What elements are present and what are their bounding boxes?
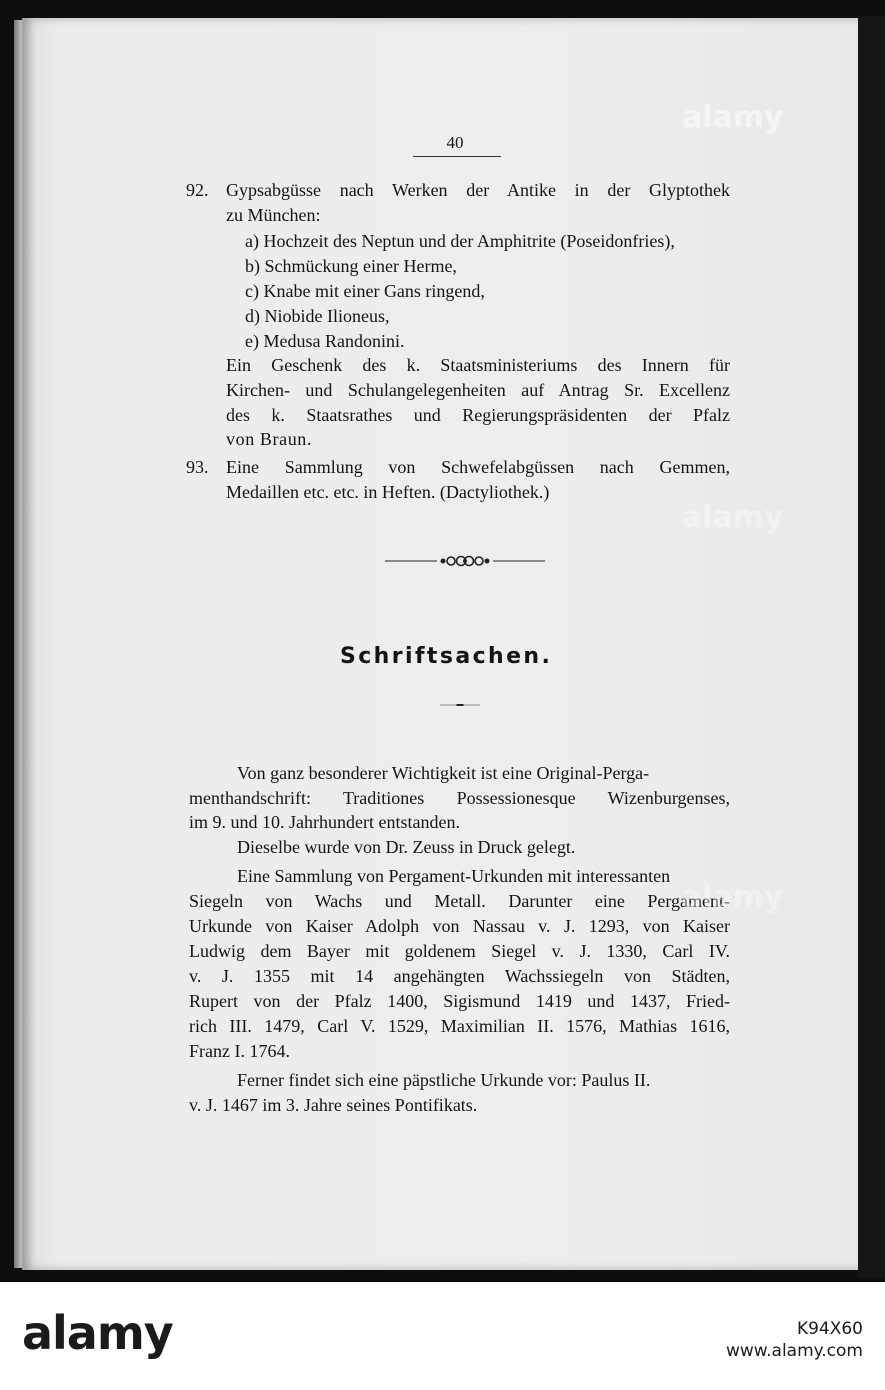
brand-logo: alamy (22, 1306, 173, 1360)
paragraph-line: Rupert von der Pfalz 1400, Sigismund 1419 und 1437, Fried- (189, 991, 730, 1011)
page-number-underline (413, 156, 501, 157)
item-line: Medaillen etc. etc. in Heften. (Dactyliothek.) (226, 482, 550, 502)
paragraph-line: Siegeln von Wachs und Metall. Darunter eine Pergament- (189, 891, 730, 911)
page-number: 40 (446, 133, 464, 152)
paragraph-line: Von ganz besonderer Wichtigkeit ist eine Original-Perga- (237, 763, 650, 783)
watermark-logo: alamy (682, 880, 784, 915)
site-url: www.alamy.com (725, 1341, 863, 1361)
stock-footer (0, 1282, 885, 1390)
background-edge (858, 16, 885, 1278)
watermark-logo: alamy (682, 100, 784, 135)
paragraph-line: Franz I. 1764. (189, 1041, 290, 1061)
image-id: K94X60 (796, 1319, 863, 1339)
sub-item: a) Hochzeit des Neptun und der Amphitrite (Poseidonfries), (245, 231, 675, 251)
note-line: Ein Geschenk des k. Staatsministeriums des Innern für (226, 355, 730, 375)
sub-item: d) Niobide Ilioneus, (245, 306, 390, 326)
paragraph-line: Dieselbe wurde von Dr. Zeuss in Druck gelegt. (237, 837, 576, 857)
note-line: von Braun. (226, 429, 312, 449)
item-line: Gypsabgüsse nach Werken der Antike in der Glyptothek (226, 180, 730, 200)
note-line: Kirchen- und Schulangelegenheiten auf Antrag Sr. Excellenz (226, 380, 730, 400)
paragraph-line: Urkunde von Kaiser Adolph von Nassau v. J. 1293, von Kaiser (189, 916, 730, 936)
ornament-divider-icon (385, 551, 545, 571)
paragraph-line: menthandschrift: Traditiones Possessionesque Wizenburgenses, (189, 788, 730, 808)
section-heading: Schriftsachen. (340, 644, 553, 669)
sub-item: c) Knabe mit einer Gans ringend, (245, 281, 485, 301)
sub-item: b) Schmückung einer Herme, (245, 256, 457, 276)
item-line: Eine Sammlung von Schwefelabgüssen nach Gemmen, (226, 457, 730, 477)
watermark-logo: alamy (682, 500, 784, 535)
note-line: des k. Staatsrathes und Regierungspräsidenten der Pfalz (226, 405, 730, 425)
paragraph-line: v. J. 1467 im 3. Jahre seines Pontifikats. (189, 1095, 478, 1115)
item-number: 93. (186, 457, 209, 477)
paragraph-line: im 9. und 10. Jahrhundert entstanden. (189, 812, 460, 832)
paragraph-line: rich III. 1479, Carl V. 1529, Maximilian II. 1576, Mathias 1616, (189, 1016, 730, 1036)
image-id-block (726, 1318, 863, 1362)
paragraph-line: Eine Sammlung von Pergament-Urkunden mit interessanten (237, 866, 671, 886)
paragraph-line: Ferner findet sich eine päpstliche Urkunde vor: Paulus II. (237, 1070, 651, 1090)
paragraph-line: v. J. 1355 mit 14 angehängten Wachssiegeln von Städten, (189, 966, 730, 986)
sub-item: e) Medusa Randonini. (245, 331, 405, 351)
paragraph-line: Ludwig dem Bayer mit goldenem Siegel v. J. 1330, Carl IV. (189, 941, 730, 961)
heading-underline-icon (420, 704, 500, 706)
item-line: zu München: (226, 205, 321, 225)
item-number: 92. (186, 180, 209, 200)
